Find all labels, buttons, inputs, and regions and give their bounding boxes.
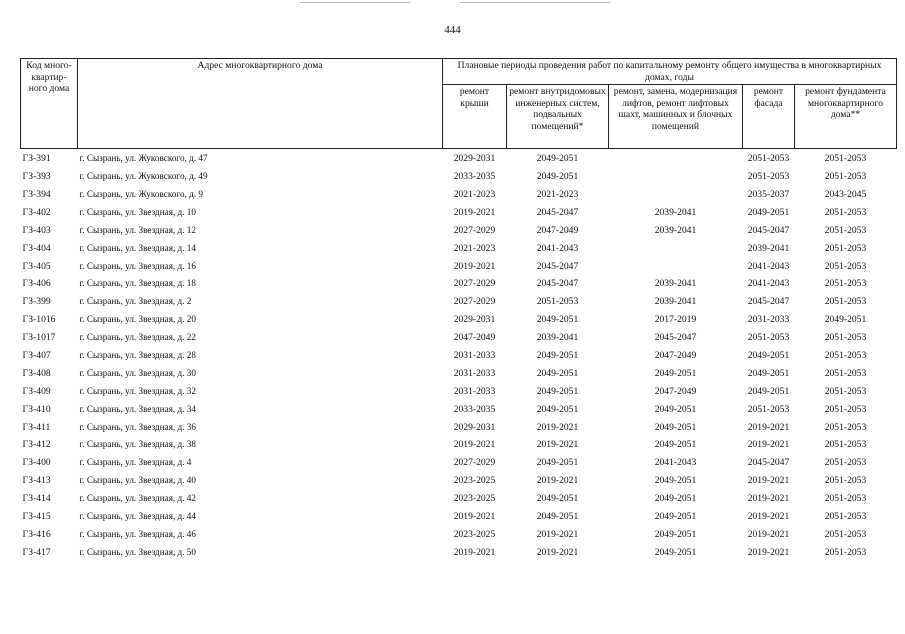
cell-elevators: 2049-2051 xyxy=(654,511,697,522)
cell-facade: 2019-2021 xyxy=(747,439,790,451)
cell-elevators: 2045-2047 xyxy=(654,332,697,344)
cell-engineering: 2051-2053 xyxy=(536,296,579,308)
cell-code: ГЗ-409 xyxy=(22,385,51,397)
cell-facade: 2051-2053 xyxy=(747,332,790,344)
cell-engineering: 2019-2021 xyxy=(536,439,579,451)
cell-roof: 2029-2031 xyxy=(453,314,496,326)
cell-code: ГЗ-407 xyxy=(22,349,51,361)
table-row xyxy=(21,239,897,257)
cell-address: г. Сызрань, ул. Звездная, д. 22 xyxy=(79,332,196,343)
cell-code: ГЗ-403 xyxy=(22,224,51,236)
cell-facade: 2051-2053 xyxy=(747,171,790,183)
cell-engineering: 2047-2049 xyxy=(536,224,579,236)
cell-foundation: 2051-2053 xyxy=(824,260,867,272)
cell-facade: 2045-2047 xyxy=(747,224,790,236)
cell-elevators: 2047-2049 xyxy=(654,349,697,361)
table-row xyxy=(21,365,897,383)
cell-foundation: 2051-2053 xyxy=(824,385,867,397)
cell-address: г. Сызрань, ул. Звездная, д. 10 xyxy=(79,206,196,217)
table-row xyxy=(21,544,897,562)
cell-foundation: 2051-2053 xyxy=(824,493,867,505)
table-row xyxy=(21,454,897,472)
cell-facade: 2019-2021 xyxy=(747,475,790,487)
cell-elevators: 2049-2051 xyxy=(654,421,697,433)
table-row xyxy=(21,149,897,168)
cell-address: г. Сызрань, ул. Жуковского, д. 9 xyxy=(79,188,204,199)
cell-address: г. Сызрань, ул. Звездная, д. 2 xyxy=(79,296,192,307)
table-row xyxy=(21,275,897,293)
cell-engineering: 2049-2051 xyxy=(536,314,579,326)
cell-address: г. Сызрань, ул. Жуковского, д. 49 xyxy=(79,171,208,182)
cell-code: ГЗ-394 xyxy=(22,188,51,200)
cell-facade: 2019-2021 xyxy=(747,511,790,522)
cell-roof: 2031-2033 xyxy=(453,367,496,379)
cell-address: г. Сызрань, ул. Звездная, д. 4 xyxy=(79,457,192,468)
cell-foundation: 2051-2053 xyxy=(824,349,867,361)
cell-engineering: 2049-2051 xyxy=(536,385,579,397)
cell-code: ГЗ-412 xyxy=(22,439,51,451)
cell-roof: 2023-2025 xyxy=(453,493,496,505)
cell-facade: 2019-2021 xyxy=(747,493,790,505)
cell-engineering: 2021-2023 xyxy=(536,188,579,200)
cell-facade: 2051-2053 xyxy=(747,153,790,165)
cell-address: г. Сызрань, ул. Звездная, д. 40 xyxy=(79,475,196,486)
cell-elevators xyxy=(609,239,743,257)
cell-facade: 2041-2043 xyxy=(747,278,790,290)
cell-foundation: 2043-2045 xyxy=(824,188,867,200)
table-row xyxy=(21,311,897,329)
cell-foundation: 2051-2053 xyxy=(824,296,867,308)
cell-address: г. Сызрань, ул. Звездная, д. 50 xyxy=(79,546,196,557)
cell-engineering: 2041-2043 xyxy=(536,242,579,254)
cell-roof: 2021-2023 xyxy=(453,188,496,200)
cell-roof: 2031-2033 xyxy=(453,385,496,397)
cell-code: ГЗ-417 xyxy=(22,546,51,558)
cell-facade: 2031-2033 xyxy=(747,314,790,326)
table-row xyxy=(21,418,897,436)
cell-address: г. Сызрань, ул. Звездная, д. 36 xyxy=(79,421,196,432)
cell-facade: 2019-2021 xyxy=(747,421,790,433)
cell-address: г. Сызрань, ул. Звездная, д. 20 xyxy=(79,314,196,325)
cell-facade: 2049-2051 xyxy=(747,385,790,397)
cell-code: ГЗ-404 xyxy=(22,242,51,254)
cell-roof: 2019-2021 xyxy=(453,511,496,522)
cell-engineering: 2019-2021 xyxy=(536,421,579,433)
table-row xyxy=(21,436,897,454)
cell-address: г. Сызрань, ул. Жуковского, д. 47 xyxy=(79,153,208,164)
cell-code: ГЗ-399 xyxy=(22,296,51,308)
cell-address: г. Сызрань, ул. Звездная, д. 28 xyxy=(79,349,196,360)
header-address: Адрес многоквартирного дома xyxy=(78,59,443,149)
cell-roof: 2047-2049 xyxy=(453,332,496,344)
table-row xyxy=(21,168,897,186)
cell-engineering: 2049-2051 xyxy=(536,367,579,379)
table-row xyxy=(21,329,897,347)
cell-elevators: 2049-2051 xyxy=(654,403,697,415)
cell-engineering: 2039-2041 xyxy=(536,332,579,344)
cell-facade: 2039-2041 xyxy=(747,242,790,254)
cell-address: г. Сызрань, ул. Звездная, д. 32 xyxy=(79,385,196,396)
header-periods-group: Плановые периоды проведения работ по капитальному ремонту общего имущества в многоквартирных домах, годы xyxy=(443,59,897,85)
cell-code: ГЗ-405 xyxy=(22,260,51,272)
header-foundation: ремонт фундамента многоквартирного дома** xyxy=(795,85,897,149)
cell-facade: 2045-2047 xyxy=(747,296,790,308)
cell-address: г. Сызрань, ул. Звездная, д. 18 xyxy=(79,278,196,289)
cell-roof: 2031-2033 xyxy=(453,349,496,361)
cell-engineering: 2049-2051 xyxy=(536,457,579,469)
cell-elevators: 2049-2051 xyxy=(654,493,697,505)
cell-engineering: 2049-2051 xyxy=(536,403,579,415)
cell-foundation: 2051-2053 xyxy=(824,206,867,218)
page-number: 444 xyxy=(444,24,461,36)
cell-code: ГЗ-406 xyxy=(22,278,51,290)
cell-roof: 2019-2021 xyxy=(453,206,496,218)
header-roof: ремонт крыши xyxy=(443,85,507,149)
cell-code: ГЗ-400 xyxy=(22,457,51,469)
cell-code: ГЗ-413 xyxy=(22,475,51,487)
header-engineering: ремонт внутридомовых инженерных систем, подвальных помещений* xyxy=(507,85,609,149)
cell-roof: 2023-2025 xyxy=(453,475,496,487)
cell-address: г. Сызрань, ул. Звездная, д. 42 xyxy=(79,493,196,504)
cell-roof: 2027-2029 xyxy=(453,296,496,308)
cell-roof: 2029-2031 xyxy=(453,153,496,165)
header-elevators: ремонт, замена, модернизация лифтов, ремонт лифтовых шахт, машинных и блочных помещений xyxy=(609,85,743,149)
cell-elevators: 2049-2051 xyxy=(654,546,697,558)
cell-code: ГЗ-414 xyxy=(22,493,51,505)
cell-elevators: 2039-2041 xyxy=(654,224,697,236)
cell-elevators: 2041-2043 xyxy=(654,457,697,469)
cell-elevators: 2047-2049 xyxy=(654,385,697,397)
cell-code: ГЗ-393 xyxy=(22,171,51,183)
cell-foundation: 2051-2053 xyxy=(824,171,867,183)
scan-artifact-line xyxy=(300,2,410,3)
cell-code: ГЗ-1016 xyxy=(22,314,56,326)
table-header xyxy=(21,59,897,149)
table-row xyxy=(21,347,897,365)
cell-address: г. Сызрань, ул. Звездная, д. 14 xyxy=(79,242,196,253)
table-row xyxy=(21,526,897,544)
cell-code: ГЗ-410 xyxy=(22,403,51,415)
cell-elevators: 2039-2041 xyxy=(654,296,697,308)
header-code: Код много-квартир-ного дома xyxy=(21,59,78,149)
table-body xyxy=(21,149,897,562)
cell-roof: 2021-2023 xyxy=(453,242,496,254)
cell-engineering: 2019-2021 xyxy=(536,475,579,487)
cell-facade: 2019-2021 xyxy=(747,546,790,558)
cell-engineering: 2019-2021 xyxy=(536,528,579,540)
cell-foundation: 2049-2051 xyxy=(824,314,867,326)
cell-elevators xyxy=(609,257,743,275)
cell-foundation: 2051-2053 xyxy=(824,421,867,433)
cell-elevators: 2017-2019 xyxy=(654,314,697,326)
cell-engineering: 2049-2051 xyxy=(536,493,579,505)
scan-artifact-line xyxy=(460,2,610,3)
cell-roof: 2019-2021 xyxy=(453,439,496,451)
cell-engineering: 2049-2051 xyxy=(536,153,579,165)
table-row xyxy=(21,472,897,490)
cell-engineering: 2049-2051 xyxy=(536,349,579,361)
cell-address: г. Сызрань, ул. Звездная, д. 16 xyxy=(79,260,196,271)
cell-foundation: 2051-2053 xyxy=(824,439,867,451)
cell-elevators: 2039-2041 xyxy=(654,278,697,290)
cell-facade: 2049-2051 xyxy=(747,349,790,361)
cell-engineering: 2049-2051 xyxy=(536,511,579,522)
table-row xyxy=(21,293,897,311)
cell-foundation: 2051-2053 xyxy=(824,242,867,254)
table-row xyxy=(21,186,897,204)
cell-foundation: 2051-2053 xyxy=(824,546,867,558)
cell-elevators xyxy=(609,186,743,204)
cell-facade: 2035-2037 xyxy=(747,188,790,200)
cell-facade: 2049-2051 xyxy=(747,367,790,379)
cell-facade: 2045-2047 xyxy=(747,457,790,469)
cell-facade: 2041-2043 xyxy=(747,260,790,272)
cell-address: г. Сызрань, ул. Звездная, д. 38 xyxy=(79,439,196,450)
cell-foundation: 2051-2053 xyxy=(824,153,867,165)
cell-foundation: 2051-2053 xyxy=(824,528,867,540)
table-row xyxy=(21,400,897,418)
cell-foundation: 2051-2053 xyxy=(824,224,867,236)
cell-elevators xyxy=(609,149,743,168)
cell-facade: 2051-2053 xyxy=(747,403,790,415)
cell-roof: 2029-2031 xyxy=(453,421,496,433)
table-row xyxy=(21,222,897,240)
cell-foundation: 2051-2053 xyxy=(824,475,867,487)
cell-engineering: 2045-2047 xyxy=(536,260,579,272)
cell-engineering: 2045-2047 xyxy=(536,206,579,218)
table-row xyxy=(21,257,897,275)
cell-foundation: 2051-2053 xyxy=(824,278,867,290)
cell-code: ГЗ-415 xyxy=(22,511,51,522)
cell-roof: 2023-2025 xyxy=(453,528,496,540)
cell-elevators: 2049-2051 xyxy=(654,528,697,540)
cell-code: ГЗ-391 xyxy=(22,153,51,165)
cell-roof: 2027-2029 xyxy=(453,278,496,290)
cell-elevators xyxy=(609,168,743,186)
cell-engineering: 2019-2021 xyxy=(536,546,579,558)
cell-roof: 2019-2021 xyxy=(453,546,496,558)
cell-engineering: 2045-2047 xyxy=(536,278,579,290)
cell-address: г. Сызрань, ул. Звездная, д. 30 xyxy=(79,367,196,378)
cell-roof: 2019-2021 xyxy=(453,260,496,272)
cell-code: ГЗ-408 xyxy=(22,367,51,379)
table-row xyxy=(21,204,897,222)
header-facade: ремонт фасада xyxy=(743,85,795,149)
table-row xyxy=(21,490,897,508)
cell-roof: 2027-2029 xyxy=(453,457,496,469)
cell-code: ГЗ-1017 xyxy=(22,332,56,344)
cell-foundation: 2051-2053 xyxy=(824,332,867,344)
cell-facade: 2049-2051 xyxy=(747,206,790,218)
cell-code: ГЗ-402 xyxy=(22,206,51,218)
cell-roof: 2033-2035 xyxy=(453,171,496,183)
cell-foundation: 2051-2053 xyxy=(824,511,867,522)
table-row xyxy=(21,383,897,401)
cell-elevators: 2049-2051 xyxy=(654,475,697,487)
cell-roof: 2027-2029 xyxy=(453,224,496,236)
cell-code: ГЗ-411 xyxy=(22,421,51,433)
cell-address: г. Сызрань, ул. Звездная, д. 12 xyxy=(79,224,196,235)
cell-foundation: 2051-2053 xyxy=(824,457,867,469)
cell-elevators: 2049-2051 xyxy=(654,367,697,379)
cell-elevators: 2049-2051 xyxy=(654,439,697,451)
cell-code: ГЗ-416 xyxy=(22,528,51,540)
cell-foundation: 2051-2053 xyxy=(824,367,867,379)
cell-address: г. Сызрань, ул. Звездная, д. 34 xyxy=(79,403,196,414)
cell-address: г. Сызрань, ул. Звездная, д. 44 xyxy=(79,511,196,521)
table-row xyxy=(21,508,897,526)
cell-foundation: 2051-2053 xyxy=(824,403,867,415)
cell-facade: 2019-2021 xyxy=(747,528,790,540)
cell-engineering: 2049-2051 xyxy=(536,171,579,183)
cell-roof: 2033-2035 xyxy=(453,403,496,415)
capital-repair-schedule-table xyxy=(20,58,897,561)
cell-address: г. Сызрань, ул. Звездная, д. 46 xyxy=(79,528,196,539)
cell-elevators: 2039-2041 xyxy=(654,206,697,218)
